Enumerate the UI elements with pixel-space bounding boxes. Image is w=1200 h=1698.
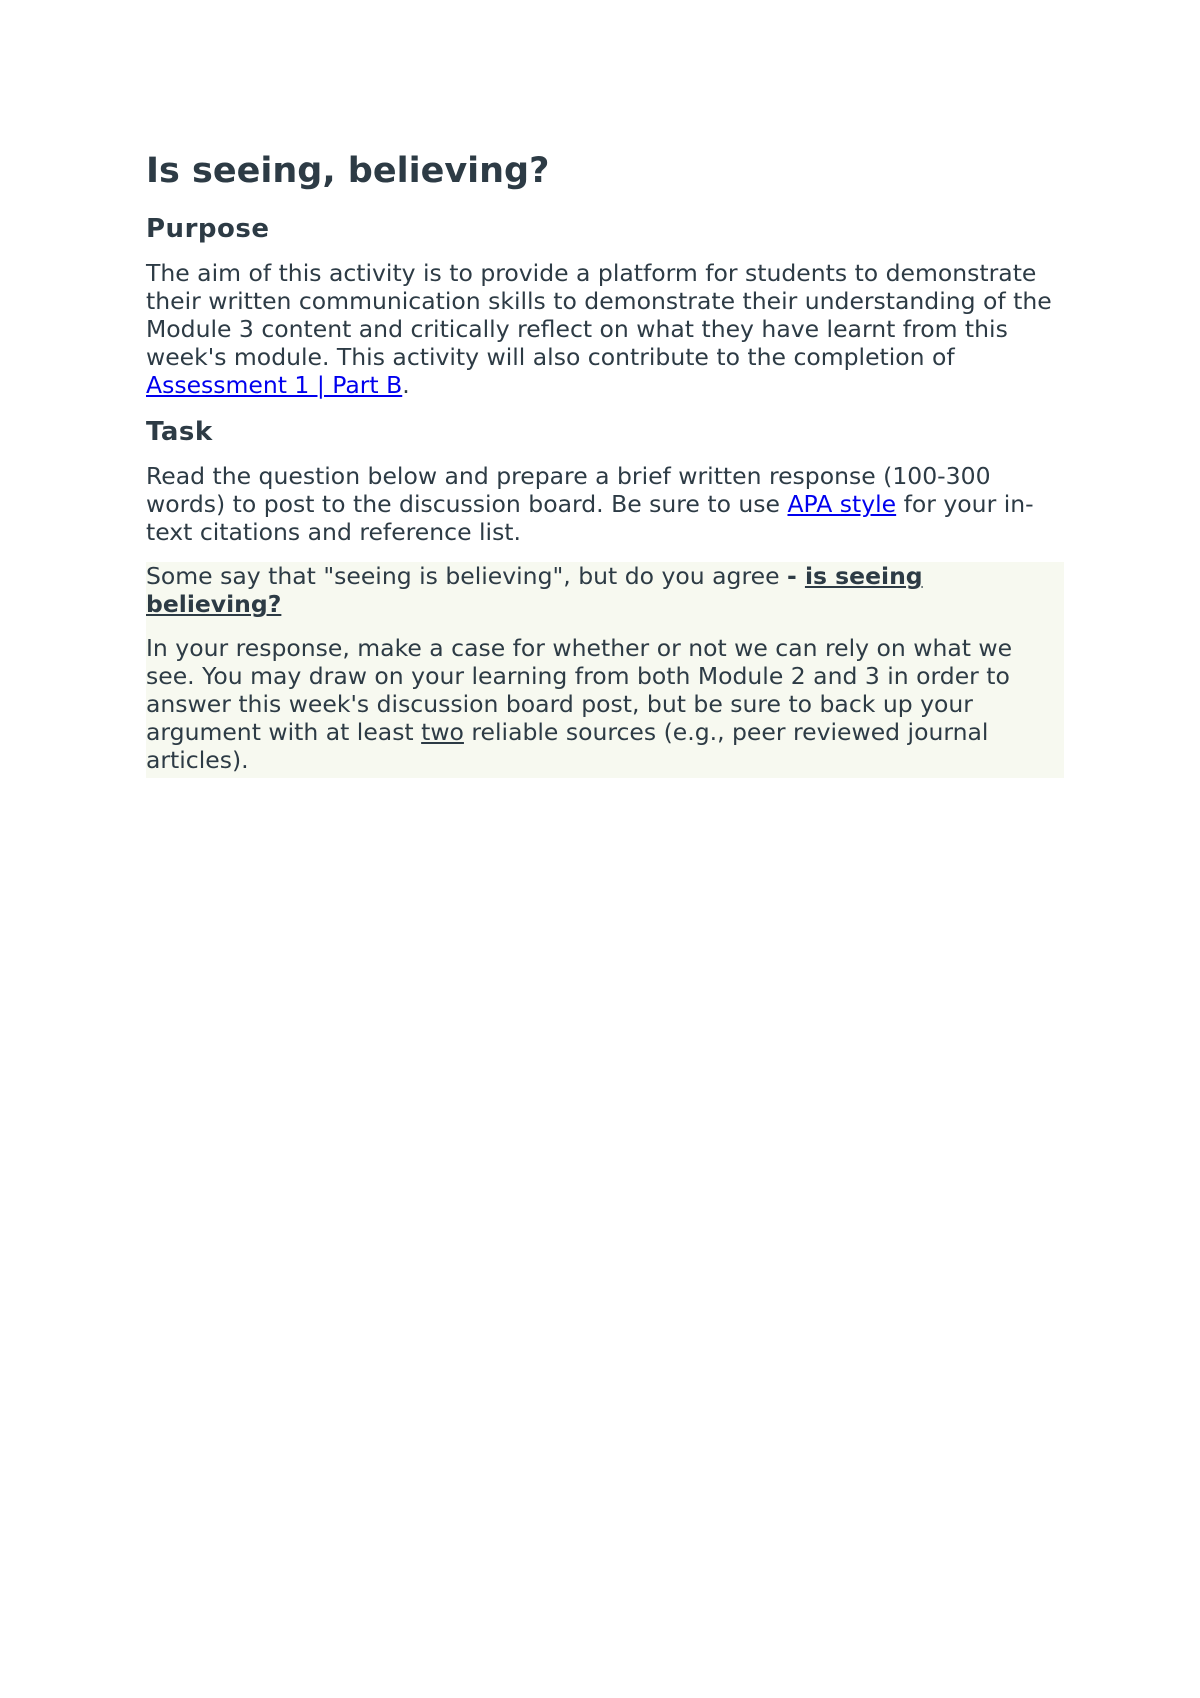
task-text-end: for your in-text citations and reference list. <box>146 490 1034 547</box>
purpose-text: The aim of this activity is to provide a platform for students to demonstrate their written communication skills to demonstrate their understanding of the Module 3 content and critically reflect on what they have learnt from this week's module. This activity will also contribute to the completion of <box>146 259 1052 372</box>
response-underlined: two <box>421 718 464 747</box>
response-text: In your response, make a case for whether or not we can rely on what we see. You may draw on your learning from both Module 2 and 3 in order to answer this week's discussion board post, but be sure to back up your argument with at least <box>146 634 1013 747</box>
purpose-heading: Purpose <box>146 214 270 244</box>
response-instructions <box>146 634 1064 776</box>
apa-style-link[interactable]: APA style <box>787 490 897 519</box>
question-callout <box>146 562 1064 778</box>
question-dash: - <box>787 562 805 591</box>
page-title: Is seeing, believing? <box>146 151 550 191</box>
question-emphasis: is seeing believing? <box>146 562 923 619</box>
task-text: Read the question below and prepare a brief written response (100-300 words) to post to the discussion board. Be sure to use <box>146 462 991 519</box>
purpose-paragraph <box>146 259 1064 399</box>
response-text-end: reliable sources (e.g., peer reviewed journal articles). <box>146 718 989 775</box>
question-text: Some say that "seeing is believing", but do you agree <box>146 562 787 591</box>
assessment-link[interactable]: Assessment 1 | Part B <box>146 371 403 400</box>
question-paragraph <box>146 562 1064 618</box>
task-paragraph <box>146 462 1064 546</box>
purpose-text-end: . <box>402 371 410 400</box>
document-content <box>146 150 1064 778</box>
task-heading: Task <box>146 417 213 448</box>
